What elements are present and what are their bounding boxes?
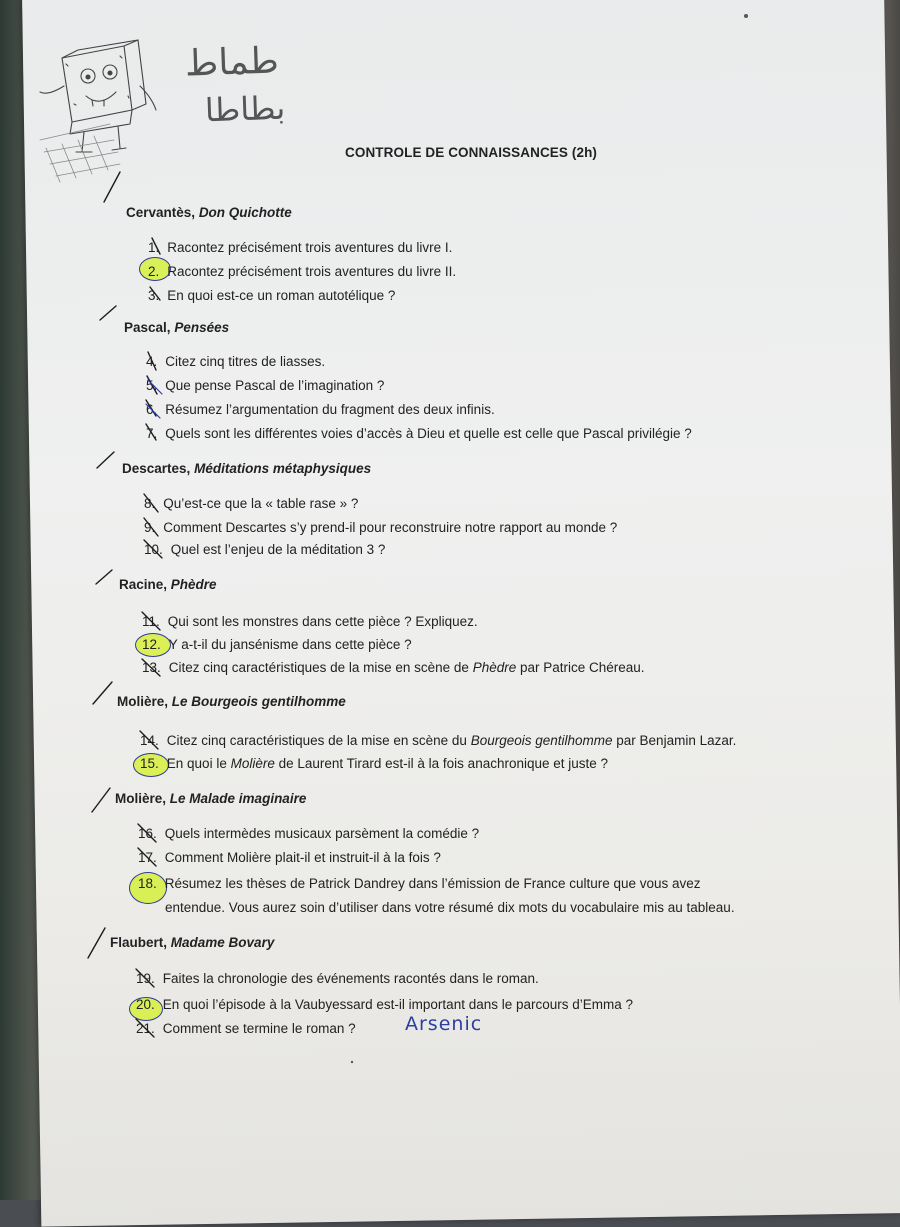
question-text: Résumez l’argumentation du fragment des deux infinis. [165, 402, 495, 417]
question-text: Citez cinq caractéristiques de la mise en scène de [168, 660, 473, 675]
question-number: 2. [148, 264, 160, 279]
section-work: Phèdre [170, 577, 217, 592]
question-number: 1. [148, 240, 160, 255]
question-18-line-2: entendue. Vous aurez soin d’utiliser dans votre résumé dix mots du vocabulaire mis au tableau. [165, 900, 735, 915]
section-author: Flaubert, [110, 935, 168, 950]
question-number: 17. [138, 850, 157, 865]
question-number: 16. [138, 826, 157, 841]
question-text: Comment Molière plait-il et instruit-il à la fois ? [164, 850, 441, 865]
question-number: 19. [136, 971, 155, 986]
strike-mark-q13 [142, 659, 160, 676]
blue-pen-mark [148, 380, 162, 394]
ink-dot [744, 14, 748, 18]
strike-mark-q1 [152, 238, 160, 254]
strike-mark-q17 [138, 848, 156, 866]
blue-pen-mark [146, 404, 160, 418]
check-slash-mark [88, 928, 105, 958]
section-work: Le Bourgeois gentilhomme [171, 694, 346, 709]
question-number: 4. [146, 354, 158, 369]
question-text-italic: Bourgeois gentilhomme [470, 733, 613, 748]
question-text: par Benjamin Lazar. [612, 733, 737, 748]
question-text: Quels sont les différentes voies d’accès à Dieu et quelle est celle que Pascal privilégie ? [165, 426, 692, 441]
question-text: Que pense Pascal de l’imagination ? [165, 378, 385, 393]
question-number: 15. [140, 756, 159, 771]
strike-mark-q3 [150, 287, 160, 300]
strike-mark-q7 [146, 424, 156, 440]
question-number: 18. [138, 876, 157, 891]
question-text: Racontez précisément trois aventures du livre I. [167, 240, 453, 255]
check-slash-mark [100, 306, 116, 320]
strike-mark-q8 [144, 494, 158, 512]
question-text: par Patrice Chéreau. [516, 660, 645, 675]
question-number: 12. [142, 637, 161, 652]
check-slash-mark [93, 682, 112, 704]
question-text-italic: Molière [230, 756, 275, 771]
question-number: 7. [146, 426, 158, 441]
strike-mark-q21 [136, 1019, 154, 1037]
question-number: 8. [144, 496, 156, 511]
section-work: Méditations métaphysiques [194, 461, 372, 476]
question-number: 6. [146, 402, 158, 417]
question-text: Citez cinq titres de liasses. [165, 354, 326, 369]
section-author: Molière, [117, 694, 169, 709]
strike-mark-q19 [136, 969, 154, 987]
question-text: Citez cinq caractéristiques de la mise en scène du [166, 733, 471, 748]
question-number: 5. [146, 378, 158, 393]
question-number: 3. [148, 288, 160, 303]
strike-mark-q4 [148, 352, 156, 370]
strike-mark-q14 [140, 731, 158, 749]
question-text: Qu’est-ce que la « table rase » ? [163, 496, 359, 511]
check-slash-mark [96, 570, 112, 584]
question-text: Y a-t-il du jansénisme dans cette pièce ? [168, 637, 412, 652]
question-number: 9. [144, 520, 156, 535]
question-text-italic: Phèdre [472, 660, 517, 675]
question-number: 21. [136, 1021, 155, 1036]
question-number: 11. [142, 614, 160, 629]
strike-mark-q16 [138, 824, 156, 842]
section-work: Le Malade imaginaire [169, 791, 307, 806]
question-text: de Laurent Tirard est-il à la fois anachronique et juste ? [274, 756, 609, 771]
section-work: Madame Bovary [170, 935, 275, 950]
check-slash-mark [97, 452, 114, 468]
check-slash-mark [104, 172, 120, 202]
strike-mark-q5 [147, 376, 157, 394]
question-text: Quel est l’enjeu de la méditation 3 ? [170, 542, 386, 557]
question-number: 20. [136, 997, 155, 1012]
question-text: Résumez les thèses de Patrick Dandrey dans l’émission de France culture que vous avez [164, 876, 701, 891]
strike-mark-q6 [146, 400, 156, 416]
page-title: CONTROLE DE CONNAISSANCES (2h) [345, 145, 598, 160]
section-author: Descartes, [122, 461, 191, 476]
strike-mark-q11 [142, 612, 160, 630]
question-text: En quoi le [166, 756, 231, 771]
check-slash-mark [92, 788, 110, 812]
section-work: Pensées [174, 320, 230, 335]
question-text: Comment se termine le roman ? [162, 1021, 356, 1036]
section-author: Cervantès, [126, 205, 196, 220]
question-text: Faites la chronologie des événements racontés dans le roman. [162, 971, 539, 986]
section-work: Don Quichotte [198, 205, 292, 220]
question-text: Quels intermèdes musicaux parsèment la comédie ? [164, 826, 480, 841]
section-author: Pascal, [124, 320, 171, 335]
question-number: 14. [140, 733, 159, 748]
section-author: Molière, [115, 791, 167, 806]
question-text: Racontez précisément trois aventures du livre II. [167, 264, 457, 279]
question-number: 13. [142, 660, 161, 675]
strike-mark-q9 [144, 518, 158, 536]
question-text: Comment Descartes s’y prend-il pour reconstruire notre rapport au monde ? [163, 520, 618, 535]
handwritten-note-arsenic: Arsenic [405, 1013, 483, 1035]
question-number: 10. [144, 542, 163, 557]
ink-dot [351, 1061, 353, 1063]
question-text: En quoi l’épisode à la Vaubyessard est-il important dans le parcours d’Emma ? [162, 997, 634, 1012]
question-text: Qui sont les monstres dans cette pièce ? Expliquez. [167, 614, 478, 629]
section-author: Racine, [119, 577, 168, 592]
question-text: En quoi est-ce un roman autotélique ? [167, 288, 396, 303]
handwritten-arabic-line-2: بطاطا [204, 88, 286, 130]
strike-mark-q10 [144, 540, 162, 558]
handwritten-arabic-line-1: طماط [184, 40, 280, 85]
